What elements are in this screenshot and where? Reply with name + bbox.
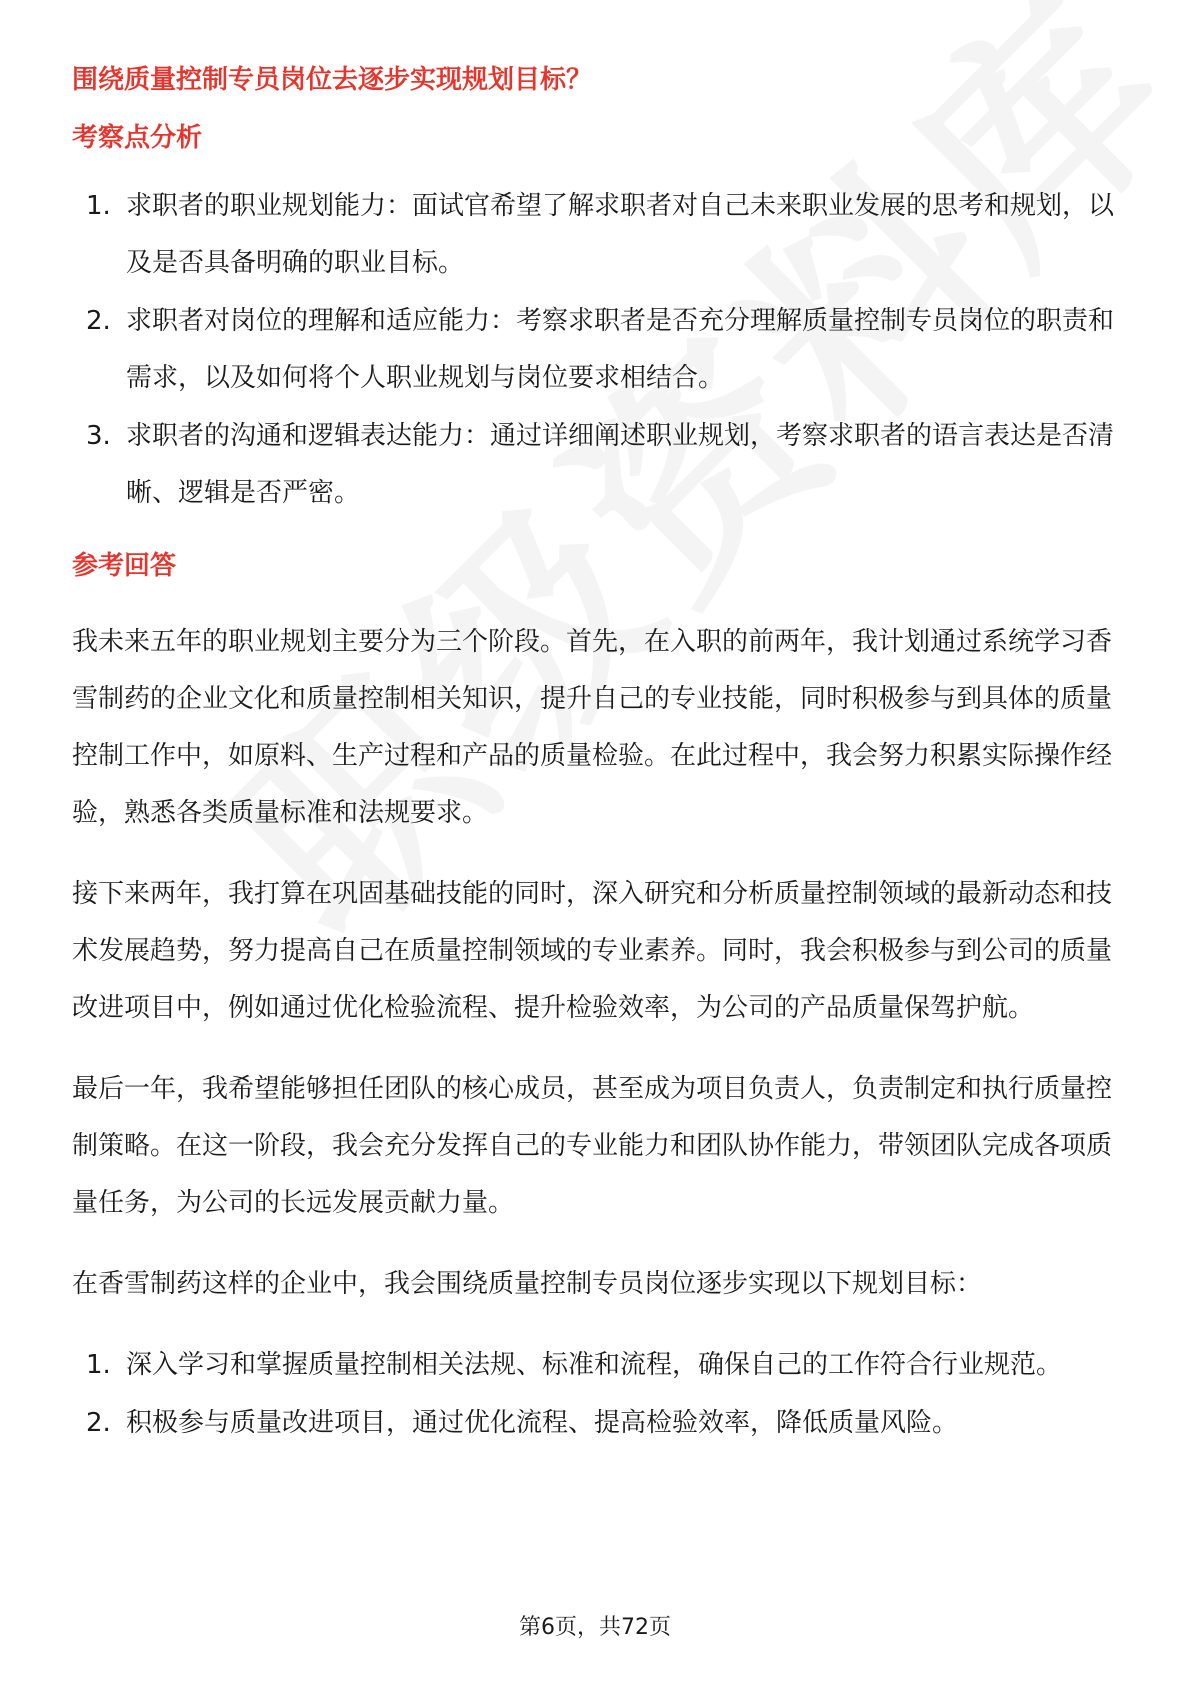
answer-paragraph: 在香雪制药这样的企业中，我会围绕质量控制专员岗位逐步实现以下规划目标： [72,1269,983,1299]
list-item-text: 深入学习和掌握质量控制相关法规、标准和流程，确保自己的工作符合行业规范。 [126,1350,1063,1380]
answer-heading: 参考回答 [72,551,177,581]
answer-paragraph: 最后一年，我希望能够担任团队的核心成员，甚至成为项目负责人，负责制定和执行质量控制策略。在这一阶段，我会充分发挥自己的专业能力和团队协作能力，带领团队完成各项质量任务，为公司的长远发展贡献力量。 [72,1074,1113,1218]
list-item-text: 求职者对岗位的理解和适应能力：考察求职者是否充分理解质量控制专员岗位的职责和需求，以及如何将个人职业规划与岗位要求相结合。 [126,306,1115,393]
list-item [72,1337,1122,1394]
list-number: 3. [86,421,111,451]
list-item-text: 求职者的沟通和逻辑表达能力：通过详细阐述职业规划，考察求职者的语言表达是否清晰、逻辑是否严密。 [126,421,1115,508]
list-item-text: 求职者的职业规划能力：面试官希望了解求职者对自己未来职业发展的思考和规划，以及是否具备明确的职业目标。 [126,191,1115,278]
answer-paragraph: 接下来两年，我打算在巩固基础技能的同时，深入研究和分析质量控制领域的最新动态和技术发展趋势，努力提高自己在质量控制领域的专业素养。同时，我会积极参与到公司的质量改进项目中，例如通过优化检验流程、提升检验效率，为公司的产品质量保驾护航。 [72,879,1113,1023]
list-number: 2. [86,1408,111,1438]
list-number: 1. [86,191,111,221]
list-item [72,1395,1122,1452]
list-number: 1. [86,1350,111,1380]
list-item [72,408,1122,522]
analysis-list [72,178,1122,522]
list-item-text: 积极参与质量改进项目，通过优化流程、提高检验效率，降低质量风险。 [126,1408,959,1438]
list-item [72,178,1122,292]
page-content [72,58,1122,1453]
list-number: 2. [86,306,111,336]
goals-list [72,1337,1122,1452]
question-title: 围绕质量控制专员岗位去逐步实现规划目标？ [72,65,593,95]
analysis-heading: 考察点分析 [72,123,203,153]
list-item [72,293,1122,407]
page-footer: 第6页，共72页 [519,1615,671,1640]
answer-paragraph: 我未来五年的职业规划主要分为三个阶段。首先，在入职的前两年，我计划通过系统学习香雪制药的企业文化和质量控制相关知识，提升自己的专业技能，同时积极参与到具体的质量控制工作中，如原料、生产过程和产品的质量检验。在此过程中，我会努力积累实际操作经验，熟悉各类质量标准和法规要求。 [72,627,1113,828]
